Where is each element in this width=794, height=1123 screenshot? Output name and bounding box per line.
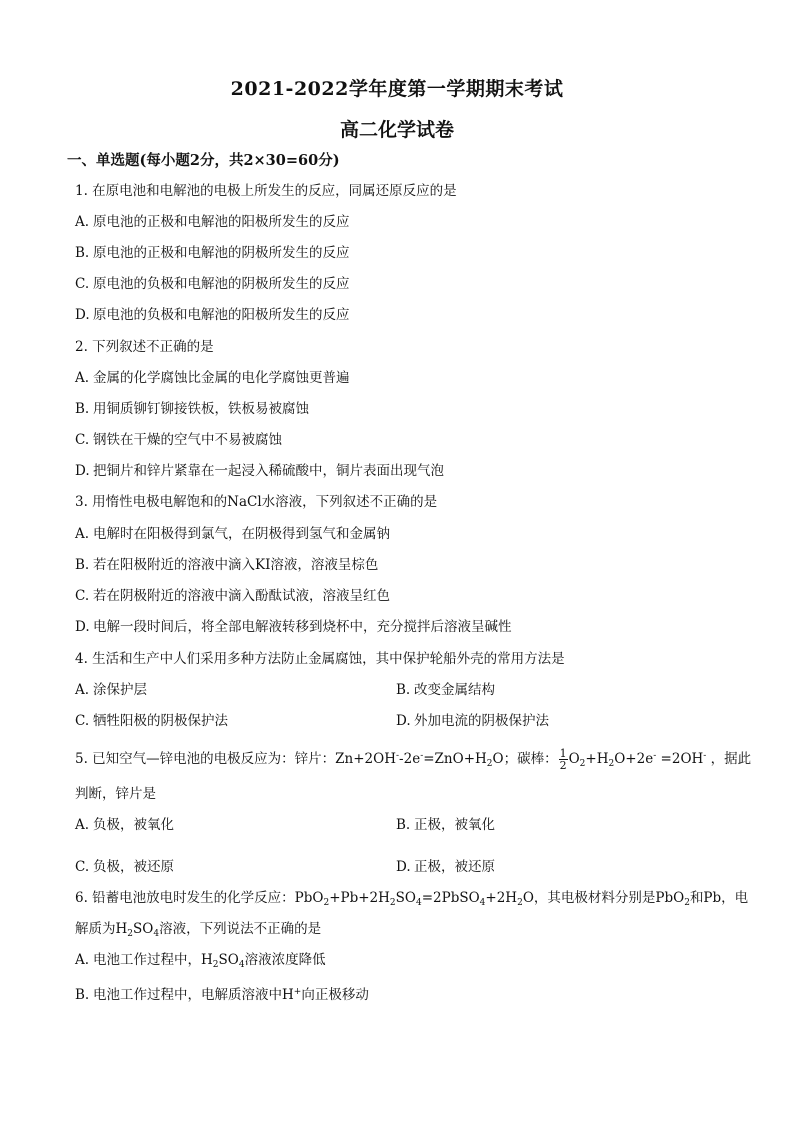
question-1-option-c: C. 原电池的负极和电解池的阴极所发生的反应 — [75, 276, 350, 292]
question-4-option-a: A. 涂保护层 — [75, 682, 147, 698]
question-3-option-d: D. 电解一段时间后，将全部电解液转移到烧杯中，充分搅拌后溶液呈碱性 — [75, 619, 512, 635]
fraction-one-half: $\frac{1}{2}$ — [559, 747, 567, 772]
question-5-option-a: A. 负极，被氧化 — [75, 817, 174, 833]
question-5-stem: 5. 已知空气—锌电池的电极反应为：锌片：$Zn+2OH^--2e^-=ZnO+H_2O$；碳棒： $\frac{1}{2}$ $O_2+H_2O+2e^- =2OH^-$ ，据此 — [75, 747, 752, 772]
question-2-option-d: D. 把铜片和锌片紧靠在一起浸入稀硫酸中，铜片表面出现气泡 — [75, 463, 444, 479]
section-heading: 一、单选题(每小题2分，共2×30=60分) — [67, 152, 340, 169]
question-3-stem: 3. 用惰性电极电解饱和的NaCl水溶液，下列叙述不正确的是 — [75, 494, 438, 510]
exam-title: 2021-2022学年度第一学期期末考试 — [230, 78, 564, 100]
exam-subtitle: 高二化学试卷 — [339, 119, 454, 141]
question-4-option-b: B. 改变金属结构 — [396, 682, 495, 698]
question-5-option-c: C. 负极，被还原 — [75, 859, 174, 875]
question-3-option-c: C. 若在阴极附近的溶液中滴入酚酞试液，溶液呈红色 — [75, 588, 390, 604]
question-2-option-c: C. 钢铁在干燥的空气中不易被腐蚀 — [75, 432, 282, 448]
question-1-option-b: B. 原电池的正极和电解池的阴极所发生的反应 — [75, 245, 350, 261]
question-2-option-a: A. 金属的化学腐蚀比金属的电化学腐蚀更普遍 — [75, 370, 350, 386]
question-6-option-a: A. 电池工作过程中，$H_2SO_4$溶液浓度降低 — [75, 952, 326, 970]
question-4-option-d: D. 外加电流的阴极保护法 — [396, 713, 549, 729]
question-4-stem: 4. 生活和生产中人们采用多种方法防止金属腐蚀，其中保护轮船外壳的常用方法是 — [75, 651, 565, 667]
question-6-option-b: B. 电池工作过程中，电解质溶液中H+向正极移动 — [75, 987, 369, 1003]
question-2-stem: 2. 下列叙述不正确的是 — [75, 339, 214, 355]
question-5-option-b: B. 正极，被氧化 — [396, 817, 495, 833]
question-1-stem: 1. 在原电池和电解池的电极上所发生的反应，同属还原反应的是 — [75, 183, 457, 199]
question-1-option-a: A. 原电池的正极和电解池的阳极所发生的反应 — [75, 214, 350, 230]
question-3-option-b: B. 若在阳极附近的溶液中滴入KI溶液，溶液呈棕色 — [75, 557, 379, 573]
question-3-option-a: A. 电解时在阳极得到氯气，在阴极得到氢气和金属钠 — [75, 526, 390, 542]
question-6-stem: 6. 铅蓄电池放电时发生的化学反应：$PbO_2+Pb+2H_2SO_4=2PbSO_4+2H_2O$，其电极材料分别是PbO$_2$和Pb，电 — [75, 890, 749, 908]
question-5-stem-line2: 判断，锌片是 — [75, 786, 156, 802]
question-6-stem-line2: 解质为$H_2SO_4$溶液，下列说法不正确的是 — [75, 921, 322, 939]
question-2-option-b: B. 用铜质铆钉铆接铁板，铁板易被腐蚀 — [75, 401, 309, 417]
question-4-option-c: C. 牺牲阳极的阴极保护法 — [75, 713, 228, 729]
question-5-option-d: D. 正极，被还原 — [396, 859, 495, 875]
question-1-option-d: D. 原电池的负极和电解池的阳极所发生的反应 — [75, 307, 350, 323]
